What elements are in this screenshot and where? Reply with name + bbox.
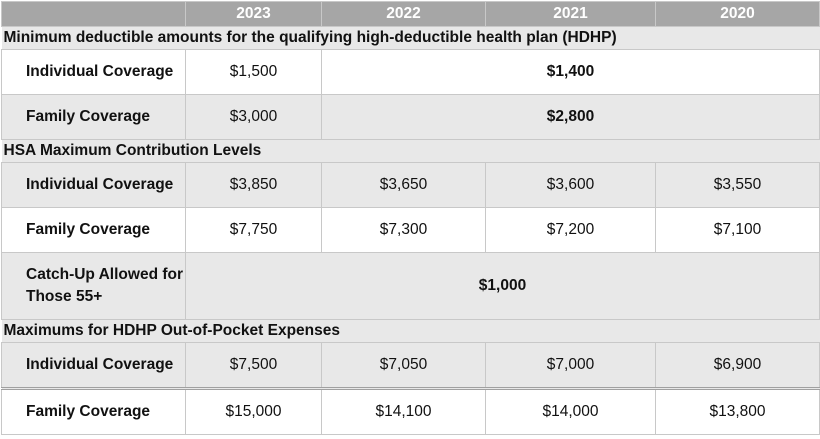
value-2023: $1,500 — [186, 50, 322, 95]
header-2020: 2020 — [656, 2, 820, 27]
value-2020: $3,550 — [656, 163, 820, 208]
table-row — [2, 253, 820, 320]
table-row — [2, 208, 820, 253]
header-2023: 2023 — [186, 2, 322, 27]
header-row — [2, 2, 820, 27]
section-title: Maximums for HDHP Out-of-Pocket Expenses — [2, 320, 820, 343]
value-2020: $7,100 — [656, 208, 820, 253]
value-2021: $7,200 — [486, 208, 656, 253]
value-2023: $3,000 — [186, 95, 322, 140]
table-row — [2, 343, 820, 389]
value-2022: $3,650 — [322, 163, 486, 208]
hsa-limits-table — [1, 1, 820, 435]
table-row — [2, 389, 820, 435]
row-label: Family Coverage — [2, 389, 186, 435]
value-2020: $6,900 — [656, 343, 820, 389]
row-label: Individual Coverage — [2, 50, 186, 95]
catchup-value: $1,000 — [186, 253, 820, 320]
value-2020: $13,800 — [656, 389, 820, 435]
section-deductible — [2, 27, 820, 50]
row-label: Catch-Up Allowed for Those 55+ — [2, 253, 186, 320]
table-row — [2, 163, 820, 208]
header-empty — [2, 2, 186, 27]
value-2020-2022: $1,400 — [322, 50, 820, 95]
section-title: HSA Maximum Contribution Levels — [2, 140, 820, 163]
section-title: Minimum deductible amounts for the qualifying high-deductible health plan (HDHP) — [2, 27, 820, 50]
value-2021: $14,000 — [486, 389, 656, 435]
value-2023: $15,000 — [186, 389, 322, 435]
table-row — [2, 50, 820, 95]
value-2022: $14,100 — [322, 389, 486, 435]
header-2021: 2021 — [486, 2, 656, 27]
header-2022: 2022 — [322, 2, 486, 27]
row-label: Family Coverage — [2, 208, 186, 253]
row-label: Individual Coverage — [2, 163, 186, 208]
value-2022: $7,300 — [322, 208, 486, 253]
section-oop — [2, 320, 820, 343]
section-hsa — [2, 140, 820, 163]
value-2022: $7,050 — [322, 343, 486, 389]
value-2020-2022: $2,800 — [322, 95, 820, 140]
value-2023: $7,750 — [186, 208, 322, 253]
value-2023: $7,500 — [186, 343, 322, 389]
table-row — [2, 95, 820, 140]
value-2023: $3,850 — [186, 163, 322, 208]
row-label: Individual Coverage — [2, 343, 186, 389]
value-2021: $7,000 — [486, 343, 656, 389]
value-2021: $3,600 — [486, 163, 656, 208]
row-label: Family Coverage — [2, 95, 186, 140]
